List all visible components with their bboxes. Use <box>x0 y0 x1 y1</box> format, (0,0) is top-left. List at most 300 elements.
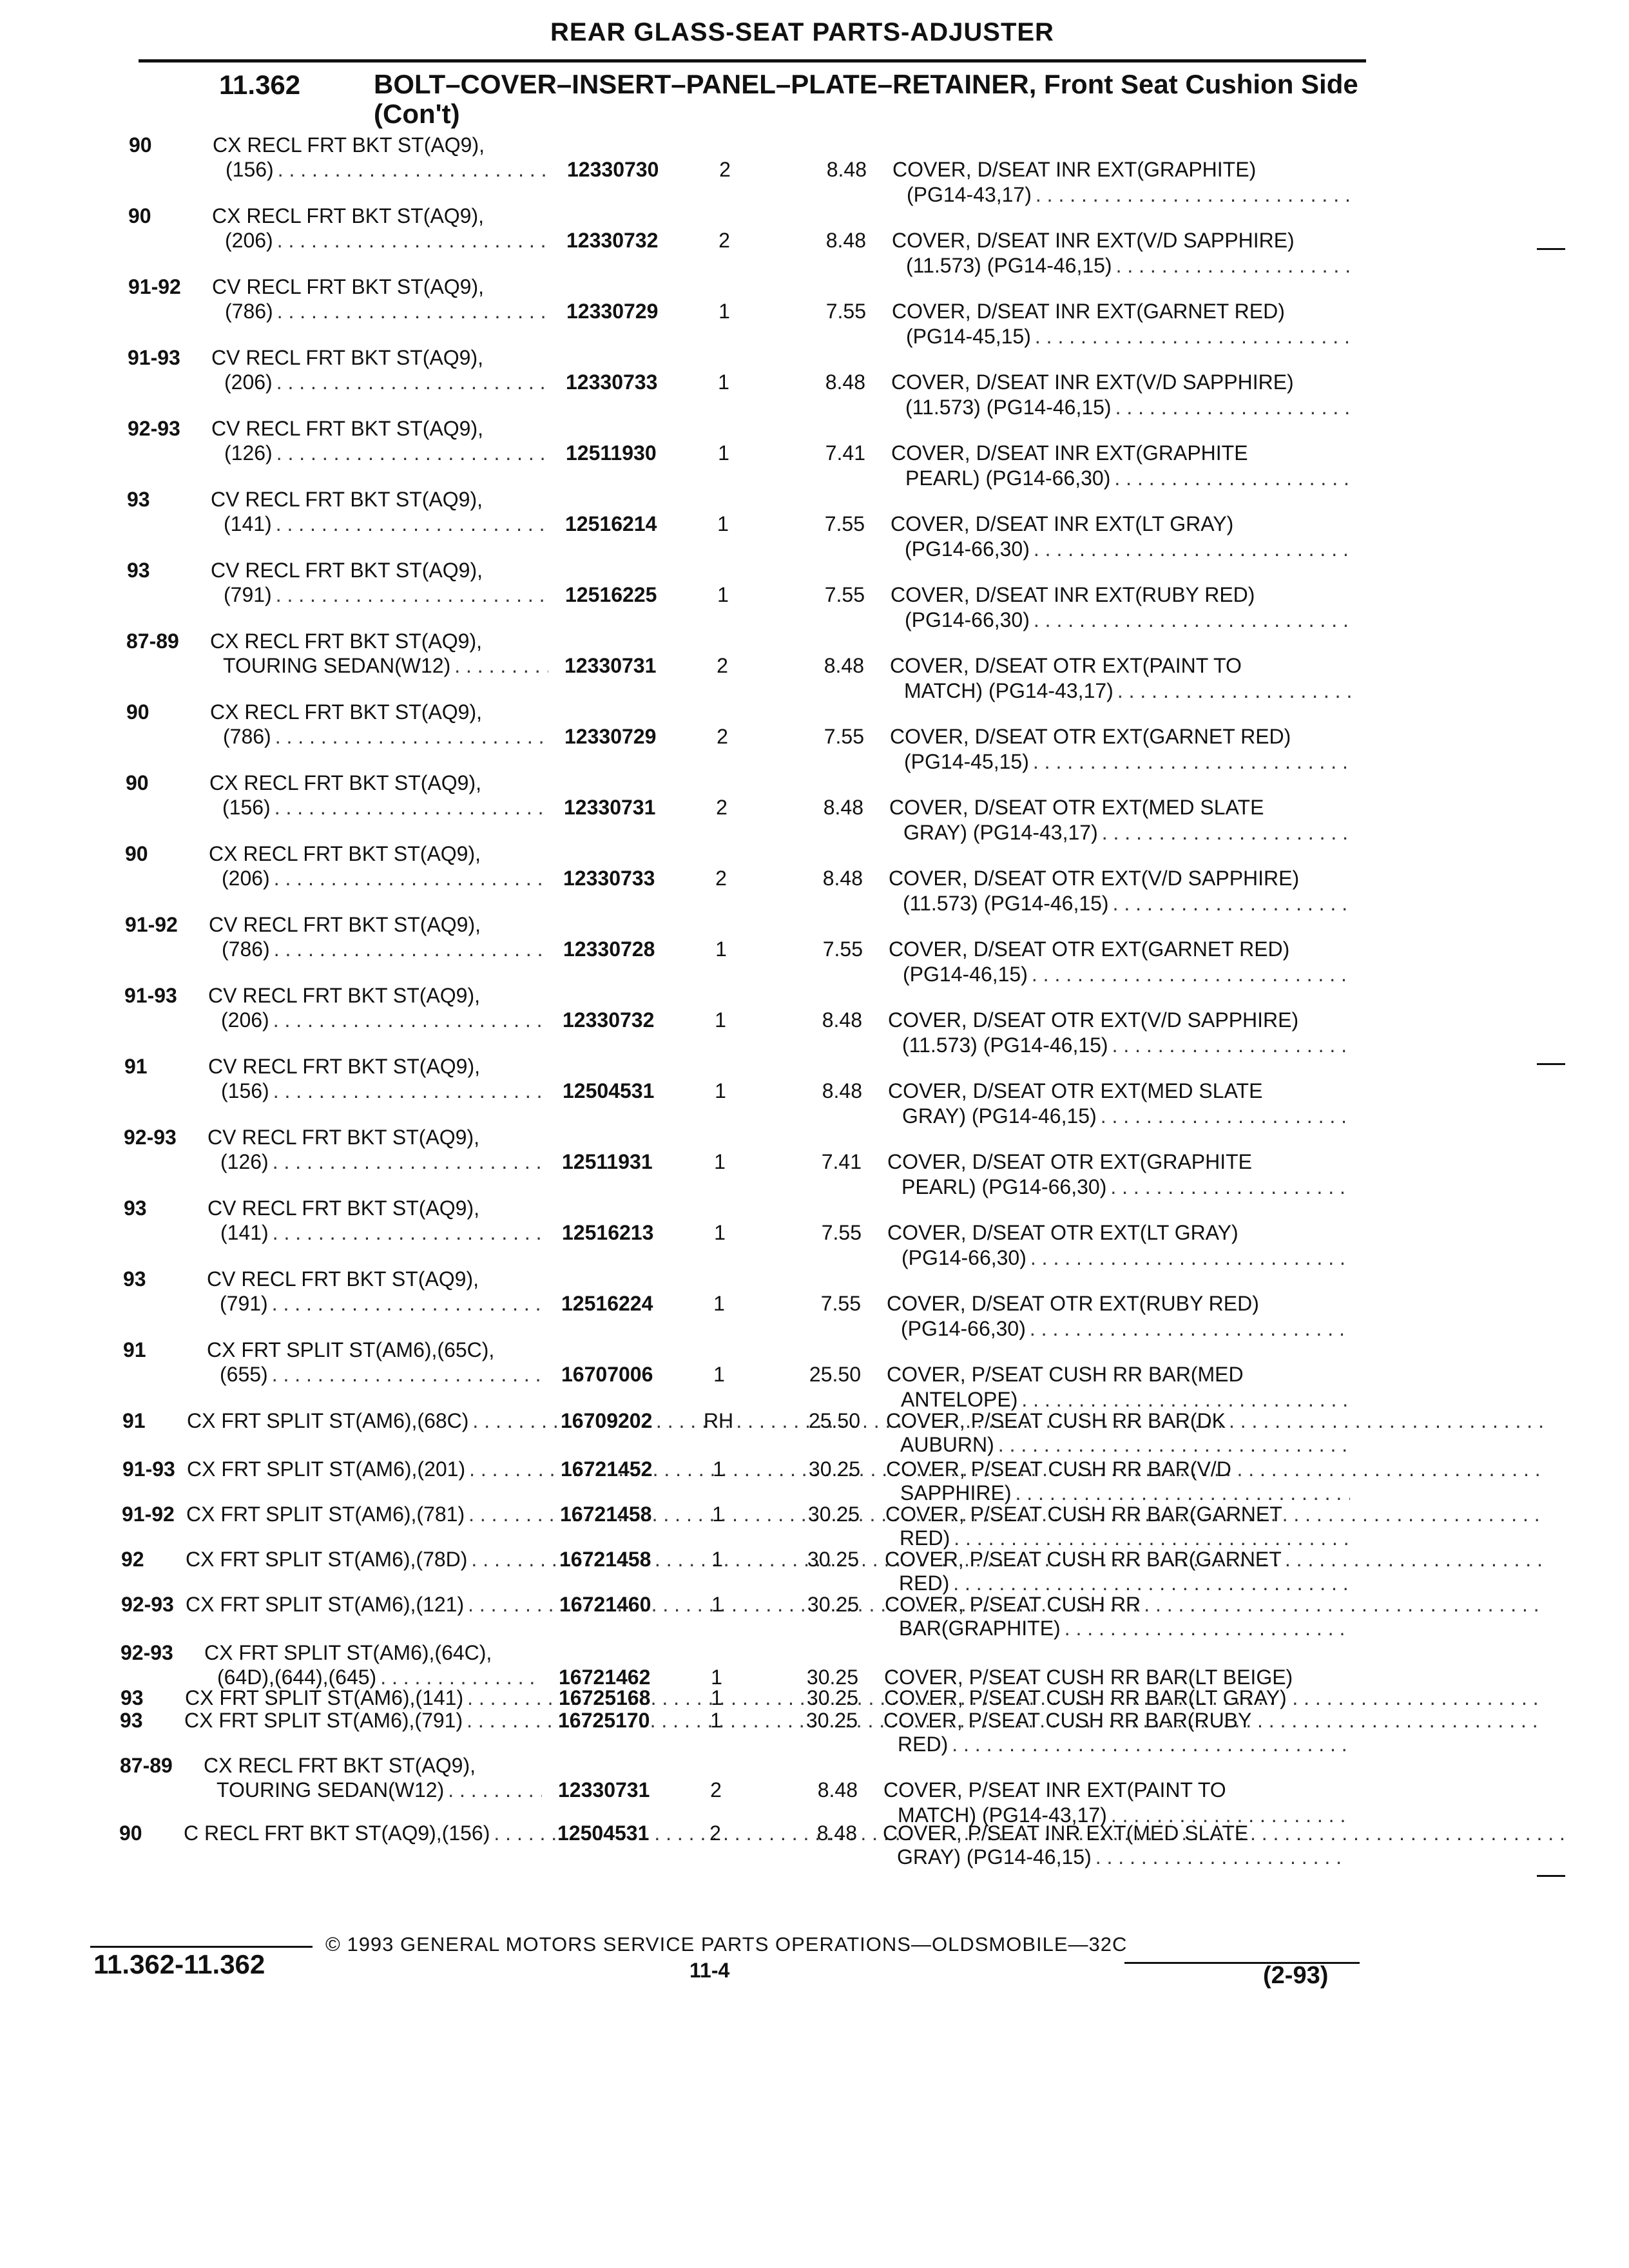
part-number: 16721452 <box>561 1457 653 1481</box>
application-line-1: CX RECL FRT BKT ST(AQ9), <box>213 133 485 157</box>
part-description <box>890 724 1354 774</box>
application-line-2 <box>225 298 550 324</box>
application-text: (156) <box>222 796 271 819</box>
part-number: 12330730 <box>567 158 659 181</box>
application-line-2 <box>217 1777 542 1803</box>
part-number: 12330731 <box>558 1778 650 1802</box>
model-year: 93 <box>127 488 150 511</box>
part-description <box>884 1685 1348 1711</box>
part-description-line-1: COVER, P/SEAT CUSH RR BAR(LT BEIGE) <box>884 1666 1293 1689</box>
part-description-line-2 <box>887 1316 1351 1341</box>
price: 8.48 <box>822 1079 862 1102</box>
part-description-line-1: COVER, D/SEAT OTR EXT(GARNET RED) <box>890 725 1291 748</box>
part-number: 12511931 <box>562 1150 653 1173</box>
application-line-2 <box>222 865 547 891</box>
part-description-text: (11.573) (PG14-46,15) <box>906 254 1112 277</box>
model-year: 91-93 <box>122 1457 175 1481</box>
leader-dots <box>1097 1104 1352 1128</box>
part-number: 16721462 <box>559 1666 651 1689</box>
part-number: 12330729 <box>566 300 659 323</box>
application-line-2 <box>222 794 548 820</box>
part-description-line-1: COVER, D/SEAT INR EXT(V/D SAPPHIRE) <box>892 229 1295 252</box>
quantity: 1 <box>714 1221 726 1244</box>
page-number: 11-4 <box>689 1959 730 1982</box>
footer-left-rule <box>90 1946 313 1948</box>
margin-tick <box>1537 1875 1565 1877</box>
price: 8.48 <box>816 1821 857 1845</box>
application-line-2 <box>187 1456 545 1482</box>
application-line-2 <box>224 369 550 395</box>
part-description-line-2 <box>891 608 1354 632</box>
model-year: 90 <box>126 700 149 724</box>
application-text: CX FRT SPLIT ST(AM6),(78D) <box>186 1548 468 1571</box>
quantity: 1 <box>717 583 729 606</box>
leader-dots <box>272 511 549 537</box>
application-line-1: CX RECL FRT BKT ST(AQ9), <box>209 771 482 794</box>
application-line-2 <box>224 440 550 466</box>
leader-dots <box>268 1291 545 1316</box>
application-line-2 <box>220 1149 546 1175</box>
part-description-line-1: COVER, D/SEAT INR EXT(GARNET RED) <box>892 300 1285 323</box>
application-text: (141) <box>220 1221 269 1244</box>
quantity: 1 <box>715 937 727 961</box>
application-line-2 <box>220 1361 545 1387</box>
application-line-1: CV RECL FRT BKT ST(AQ9), <box>207 1126 480 1149</box>
application-line-2 <box>184 1707 542 1733</box>
model-year: 91-93 <box>128 346 180 369</box>
application-text: CX FRT SPLIT ST(AM6),(201) <box>187 1457 466 1481</box>
model-year: 91 <box>124 1055 148 1078</box>
part-description-line-2 <box>885 1572 1349 1594</box>
part-description-line-1: COVER, D/SEAT OTR EXT(GRAPHITE <box>887 1150 1252 1173</box>
application-text: CX FRT SPLIT ST(AM6),(141) <box>185 1686 464 1709</box>
model-year: 90 <box>129 133 152 157</box>
application-text: TOURING SEDAN(W12) <box>217 1778 445 1802</box>
part-description-line-2 <box>889 820 1353 845</box>
part-description <box>888 1007 1352 1057</box>
quantity: 2 <box>719 158 731 181</box>
quantity: 1 <box>715 1079 726 1102</box>
part-description-text: MATCH) (PG14-43,17) <box>898 1803 1107 1827</box>
part-description-line-2 <box>883 1733 1347 1755</box>
header-rule <box>139 59 1366 62</box>
application-line-1: CV RECL FRT BKT ST(AQ9), <box>211 346 484 369</box>
part-description-line-2 <box>890 749 1354 774</box>
model-year: 93 <box>120 1686 144 1709</box>
leader-dots <box>271 794 548 820</box>
quantity: 2 <box>709 1821 721 1845</box>
leader-dots <box>1061 1617 1349 1639</box>
quantity: 1 <box>718 300 730 323</box>
application-line-2 <box>186 1546 543 1572</box>
application-text: (206) <box>222 867 270 890</box>
application-line-1: CV RECL FRT BKT ST(AQ9), <box>209 913 481 936</box>
part-number: 12330732 <box>563 1008 655 1032</box>
part-description-line-2 <box>889 891 1353 916</box>
quantity: 1 <box>714 1150 726 1173</box>
application-text: TOURING SEDAN(W12) <box>223 654 451 677</box>
part-description-text: RED) <box>898 1733 949 1756</box>
leader-dots <box>1112 253 1356 278</box>
part-description-text: (PG14-45,15) <box>904 750 1029 773</box>
part-number: 12330731 <box>564 796 656 819</box>
part-description-text: BAR(GRAPHITE) <box>899 1617 1061 1640</box>
application-line-2 <box>187 1408 545 1434</box>
part-description <box>887 1361 1351 1412</box>
leader-dots <box>948 1733 1347 1755</box>
part-description <box>883 1820 1347 1868</box>
quantity: 1 <box>718 370 729 394</box>
price: 8.48 <box>825 229 866 252</box>
leader-dots <box>1030 537 1354 561</box>
application-text: CX FRT SPLIT ST(AM6),(791) <box>184 1709 463 1732</box>
quantity: 1 <box>715 1008 726 1032</box>
part-description-line-1: COVER, D/SEAT INR EXT(LT GRAY) <box>891 512 1234 535</box>
application-line-2 <box>224 511 549 537</box>
part-description <box>889 794 1353 845</box>
model-year: 91-92 <box>128 275 181 298</box>
application-text: (206) <box>225 229 273 252</box>
part-number: 12330733 <box>563 867 655 890</box>
leader-dots <box>269 1007 546 1033</box>
model-year: 91 <box>122 1409 146 1432</box>
part-description-line-1: COVER, P/SEAT CUSH RR BAR(MED <box>887 1363 1244 1386</box>
part-description-text: PEARL) (PG14-66,30) <box>901 1175 1107 1198</box>
part-description-text: GRAY) (PG14-46,15) <box>902 1104 1097 1128</box>
price: 7.55 <box>822 937 863 961</box>
application-line-2 <box>221 1078 546 1104</box>
application-text: (156) <box>226 158 274 181</box>
part-description-line-2 <box>888 1033 1352 1057</box>
price: 30.25 <box>807 1503 860 1526</box>
model-year: 92-93 <box>120 1641 173 1664</box>
application-text: (786) <box>223 725 271 748</box>
leader-dots <box>444 1777 542 1803</box>
price: 7.55 <box>824 512 865 535</box>
leader-dots <box>269 1220 546 1245</box>
leader-dots <box>1098 820 1353 845</box>
application-text: (655) <box>220 1363 268 1386</box>
part-description-line-1: COVER, D/SEAT INR EXT(GRAPHITE <box>891 441 1248 465</box>
price: 30.25 <box>808 1457 860 1481</box>
part-description <box>891 511 1354 561</box>
application-line-1: CX FRT SPLIT ST(AM6),(65C), <box>207 1338 495 1361</box>
revision-date: (2-93) <box>1263 1962 1329 1989</box>
part-number: 12330732 <box>566 229 659 252</box>
part-number: 12511930 <box>566 441 657 465</box>
part-description <box>891 582 1354 632</box>
model-year: 93 <box>127 559 150 582</box>
price: 25.50 <box>809 1363 861 1386</box>
part-description-text: MATCH) (PG14-43,17) <box>904 679 1113 702</box>
application-line-2 <box>220 1291 545 1316</box>
model-year: 92-93 <box>121 1593 174 1616</box>
part-number: 16721458 <box>560 1503 652 1526</box>
application-text: (141) <box>224 512 272 535</box>
part-description-line-2 <box>888 1104 1352 1128</box>
application-line-2 <box>184 1820 541 1846</box>
part-description <box>887 1149 1351 1199</box>
part-description-text: (PG14-66,30) <box>901 1317 1026 1340</box>
quantity: 1 <box>713 1292 725 1315</box>
model-year: 90 <box>119 1821 142 1845</box>
part-description-line-1: COVER, P/SEAT CUSH RR BAR(DK <box>886 1409 1226 1432</box>
application-text: (786) <box>222 937 270 961</box>
price: 8.48 <box>822 867 863 890</box>
part-description-line-1: COVER, D/SEAT OTR EXT(GARNET RED) <box>889 937 1290 961</box>
application-line-1: CX RECL FRT BKT ST(AQ9), <box>212 204 485 227</box>
part-number: 12504531 <box>557 1821 650 1845</box>
price: 30.25 <box>805 1709 858 1732</box>
part-description-line-2 <box>885 1617 1349 1639</box>
application-line-1: CV RECL FRT BKT ST(AQ9), <box>211 417 484 440</box>
part-description-text: (PG14-66,30) <box>905 537 1030 561</box>
quantity: 1 <box>713 1363 725 1386</box>
price: 30.25 <box>807 1593 859 1616</box>
part-description-line-1: COVER, D/SEAT INR EXT(GRAPHITE) <box>892 158 1257 181</box>
margin-tick <box>1537 248 1565 250</box>
part-number: 12516214 <box>565 512 657 535</box>
part-description-line-1: COVER, D/SEAT OTR EXT(V/D SAPPHIRE) <box>889 867 1300 890</box>
application-line-2 <box>186 1501 544 1527</box>
part-description-line-1: COVER, P/SEAT CUSH RR BAR(V/D <box>886 1457 1231 1481</box>
quantity: 1 <box>711 1666 722 1689</box>
model-year: 91-92 <box>122 1503 175 1526</box>
leader-dots <box>994 1434 1350 1456</box>
leader-dots <box>1031 324 1356 349</box>
leader-dots <box>1030 608 1354 632</box>
application-line-1: CV RECL FRT BKT ST(AQ9), <box>211 488 483 511</box>
price: 7.55 <box>824 583 865 606</box>
leader-dots <box>273 298 550 324</box>
part-description-text: (PG14-45,15) <box>906 325 1031 348</box>
part-number: 12330729 <box>564 725 657 748</box>
part-description <box>887 1291 1351 1341</box>
part-description-text: (11.573) (PG14-46,15) <box>905 396 1112 419</box>
copyright-text: © 1993 GENERAL MOTORS SERVICE PARTS OPERATIONS—OLDSMOBILE—32C <box>325 1933 1128 1956</box>
part-description <box>891 440 1355 490</box>
part-description-line-2 <box>885 1527 1349 1549</box>
application-line-2 <box>224 582 549 608</box>
leader-dots <box>1032 182 1356 207</box>
part-description-text: (11.573) (PG14-46,15) <box>902 1033 1108 1057</box>
quantity: 2 <box>710 1778 722 1802</box>
application-text: (791) <box>220 1292 268 1315</box>
price: 7.41 <box>825 441 865 465</box>
part-number: 16707006 <box>561 1363 653 1386</box>
leader-dots <box>1028 962 1353 986</box>
application-line-1: CX RECL FRT BKT ST(AQ9), <box>209 842 481 865</box>
part-description-line-1: COVER, P/SEAT CUSH RR <box>885 1593 1141 1616</box>
part-description-line-1: COVER, D/SEAT OTR EXT(V/D SAPPHIRE) <box>888 1008 1299 1032</box>
model-year: 90 <box>125 842 148 865</box>
application-text: C RECL FRT BKT ST(AQ9),(156) <box>184 1821 490 1845</box>
price: 7.41 <box>821 1150 862 1173</box>
leader-dots <box>450 653 548 678</box>
part-description-line-2 <box>891 395 1355 419</box>
price: 8.48 <box>824 654 864 677</box>
part-number: 12516213 <box>562 1221 654 1244</box>
leader-dots <box>1112 395 1355 419</box>
section-title: BOLT–COVER–INSERT–PANEL–PLATE–RETAINER, Front Seat Cushion Side (Con't) <box>374 69 1358 129</box>
price: 8.48 <box>817 1778 858 1802</box>
price: 8.48 <box>823 796 863 819</box>
application-text: CX FRT SPLIT ST(AM6),(68C) <box>187 1409 469 1432</box>
application-text: (786) <box>225 300 273 323</box>
part-description-text: AUBURN) <box>900 1433 994 1456</box>
part-number: 16725170 <box>558 1709 650 1732</box>
leader-dots <box>273 227 550 253</box>
application-text: (156) <box>221 1079 269 1102</box>
part-description-line-1: COVER, P/SEAT INR EXT(PAINT TO <box>883 1778 1226 1802</box>
leader-dots <box>273 440 550 466</box>
model-year: 91 <box>123 1338 146 1361</box>
part-description-line-1: COVER, P/SEAT INR EXT(MED SLATE <box>883 1821 1249 1845</box>
part-description-line-1: COVER, D/SEAT OTR EXT(MED SLATE <box>889 796 1264 819</box>
application-text: (126) <box>220 1150 269 1173</box>
quantity: 1 <box>711 1593 723 1616</box>
leader-dots <box>1110 466 1355 490</box>
part-description <box>885 1591 1349 1639</box>
quantity: 1 <box>712 1503 724 1526</box>
part-description-text: GRAY) (PG14-46,15) <box>897 1845 1092 1869</box>
part-description-line-2 <box>886 1482 1350 1504</box>
part-description <box>890 653 1354 703</box>
margin-tick <box>1537 1063 1565 1065</box>
part-description-line-2 <box>889 962 1353 986</box>
part-description-line-2 <box>890 678 1354 703</box>
part-description <box>885 1546 1349 1594</box>
price: 8.48 <box>826 158 867 181</box>
quantity: 1 <box>711 1548 723 1571</box>
part-number: 12516225 <box>565 583 657 606</box>
part-description-line-2 <box>892 324 1356 349</box>
part-description-text: (11.573) (PG14-46,15) <box>903 892 1109 915</box>
part-number: 16709202 <box>561 1409 653 1432</box>
part-number: 12330733 <box>566 370 658 394</box>
application-line-2 <box>220 1220 546 1245</box>
part-description-line-2 <box>892 182 1356 207</box>
model-year: 90 <box>128 204 151 227</box>
part-description-text: (PG14-66,30) <box>901 1246 1027 1269</box>
application-line-2 <box>222 936 547 962</box>
price: 30.25 <box>806 1666 858 1689</box>
quantity: 2 <box>717 654 728 677</box>
quantity: 1 <box>711 1686 722 1709</box>
part-description <box>888 1078 1352 1128</box>
application-line-1: CV RECL FRT BKT ST(AQ9), <box>208 1055 481 1078</box>
model-year: 93 <box>123 1267 146 1291</box>
application-line-2 <box>185 1685 543 1711</box>
model-year: 91-92 <box>125 913 178 936</box>
part-description <box>887 1220 1351 1270</box>
leader-dots <box>269 1078 546 1104</box>
leader-dots <box>274 157 551 182</box>
leader-dots <box>1027 1245 1351 1270</box>
part-number: 16725168 <box>559 1686 651 1709</box>
quantity: 2 <box>717 725 728 748</box>
model-year: 93 <box>124 1196 147 1220</box>
leader-dots <box>1106 1175 1351 1199</box>
application-line-1: CX RECL FRT BKT ST(AQ9), <box>204 1754 476 1777</box>
leader-dots <box>268 1361 545 1387</box>
application-line-1: CV RECL FRT BKT ST(AQ9), <box>212 275 485 298</box>
leader-dots <box>1109 891 1353 916</box>
quantity: 1 <box>710 1709 722 1732</box>
part-description <box>883 1707 1347 1755</box>
leader-dots <box>950 1527 1349 1549</box>
part-description-line-1: COVER, D/SEAT OTR EXT(MED SLATE <box>888 1079 1263 1102</box>
part-description <box>886 1408 1350 1456</box>
application-text: (126) <box>224 441 273 465</box>
part-description-line-1: COVER, P/SEAT CUSH RR BAR(GARNET <box>885 1548 1282 1571</box>
part-description-text: RED) <box>899 1571 950 1595</box>
leader-dots <box>1108 1033 1352 1057</box>
part-description-line-2 <box>886 1434 1350 1456</box>
quantity: 2 <box>718 229 730 252</box>
part-description-line-2 <box>891 466 1355 490</box>
leader-dots <box>273 369 550 395</box>
page-header-title: REAR GLASS-SEAT PARTS-ADJUSTER <box>550 18 1054 46</box>
part-number: 12330728 <box>563 937 655 961</box>
part-description-line-1: COVER, D/SEAT INR EXT(V/D SAPPHIRE) <box>891 370 1294 394</box>
leader-dots <box>949 1572 1349 1594</box>
part-description <box>886 1456 1350 1504</box>
application-line-1: CV RECL FRT BKT ST(AQ9), <box>208 984 481 1007</box>
model-year: 92-93 <box>128 417 180 440</box>
price: 25.50 <box>808 1409 860 1432</box>
quantity: 1 <box>718 441 729 465</box>
model-year: 87-89 <box>120 1754 173 1777</box>
part-description <box>885 1501 1349 1549</box>
price: 7.55 <box>825 300 866 323</box>
part-description <box>892 298 1356 349</box>
price: 30.25 <box>807 1548 859 1571</box>
model-year: 87-89 <box>126 629 179 653</box>
part-description-text: GRAY) (PG14-43,17) <box>903 821 1098 844</box>
part-number: 16721458 <box>559 1548 651 1571</box>
application-line-2 <box>223 724 548 749</box>
price: 7.55 <box>824 725 864 748</box>
part-description-line-1: COVER, P/SEAT CUSH RR BAR(LT GRAY) <box>884 1686 1287 1709</box>
application-line-2 <box>225 227 550 253</box>
part-description-text: RED) <box>900 1526 950 1550</box>
part-description-line-1: COVER, P/SEAT CUSH RR BAR(GARNET <box>885 1503 1282 1526</box>
part-description-line-2 <box>891 537 1354 561</box>
model-year: 92-93 <box>124 1126 177 1149</box>
application-line-2 <box>223 653 548 678</box>
part-description-line-2 <box>892 253 1356 278</box>
application-line-1: CV RECL FRT BKT ST(AQ9), <box>207 1267 479 1291</box>
quantity: 2 <box>716 796 728 819</box>
model-year: 93 <box>120 1709 143 1732</box>
leader-dots <box>1092 1846 1347 1868</box>
application-line-1: CV RECL FRT BKT ST(AQ9), <box>211 559 483 582</box>
model-year: 91-93 <box>124 984 177 1007</box>
leader-dots <box>271 724 548 749</box>
application-line-2 <box>186 1591 543 1617</box>
part-number: 12516224 <box>561 1292 653 1315</box>
leader-dots <box>1113 678 1354 703</box>
leader-dots <box>1026 1316 1351 1341</box>
part-number: 12330731 <box>564 654 657 677</box>
part-description-line-1: COVER, D/SEAT OTR EXT(PAINT TO <box>890 654 1242 677</box>
part-number: 12504531 <box>563 1079 655 1102</box>
leader-dots <box>1029 749 1354 774</box>
section-range: 11.362-11.362 <box>93 1949 265 1979</box>
section-number: 11.362 <box>219 70 301 100</box>
application-line-1: CX RECL FRT BKT ST(AQ9), <box>210 700 483 724</box>
